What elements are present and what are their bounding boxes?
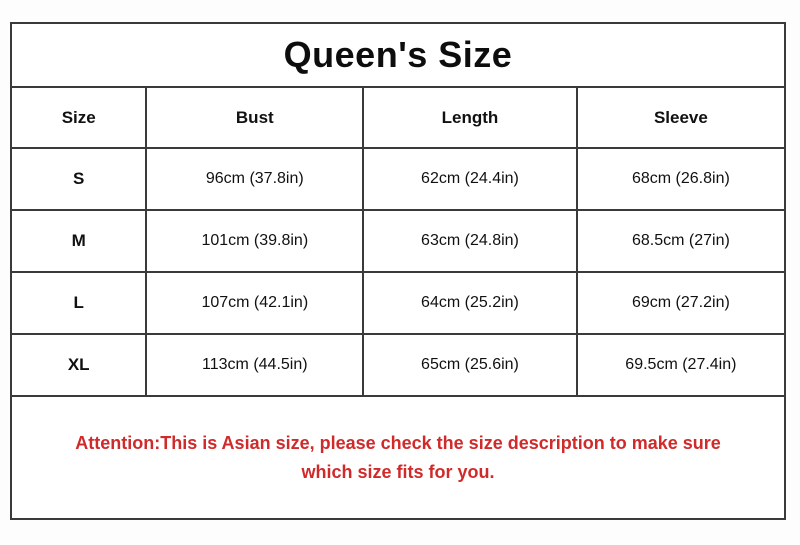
attention-note: Attention:This is Asian size, please check the size description to make sure which size fits for you. bbox=[75, 432, 721, 482]
size-chart-sheet bbox=[10, 22, 786, 520]
sleeve-value: 69cm (27.2in) bbox=[577, 272, 785, 334]
col-header-size: Size bbox=[11, 87, 146, 148]
bust-value: 107cm (42.1in) bbox=[146, 272, 363, 334]
size-chart-table bbox=[10, 22, 786, 520]
sleeve-value: 68cm (26.8in) bbox=[577, 148, 785, 210]
attention-row bbox=[11, 396, 785, 519]
table-row-m bbox=[11, 210, 785, 272]
col-header-length: Length bbox=[363, 87, 577, 148]
size-label: M bbox=[11, 210, 146, 272]
table-header-row bbox=[11, 87, 785, 148]
sleeve-value: 69.5cm (27.4in) bbox=[577, 334, 785, 396]
size-label: S bbox=[11, 148, 146, 210]
length-value: 65cm (25.6in) bbox=[363, 334, 577, 396]
bust-value: 96cm (37.8in) bbox=[146, 148, 363, 210]
table-row-xl bbox=[11, 334, 785, 396]
length-value: 63cm (24.8in) bbox=[363, 210, 577, 272]
bust-value: 113cm (44.5in) bbox=[146, 334, 363, 396]
sleeve-value: 68.5cm (27in) bbox=[577, 210, 785, 272]
size-label: XL bbox=[11, 334, 146, 396]
bust-value: 101cm (39.8in) bbox=[146, 210, 363, 272]
table-row-l bbox=[11, 272, 785, 334]
length-value: 64cm (25.2in) bbox=[363, 272, 577, 334]
page-title: Queen's Size bbox=[11, 23, 785, 87]
table-row-s bbox=[11, 148, 785, 210]
length-value: 62cm (24.4in) bbox=[363, 148, 577, 210]
title-row bbox=[11, 23, 785, 87]
size-label: L bbox=[11, 272, 146, 334]
col-header-bust: Bust bbox=[146, 87, 363, 148]
col-header-sleeve: Sleeve bbox=[577, 87, 785, 148]
